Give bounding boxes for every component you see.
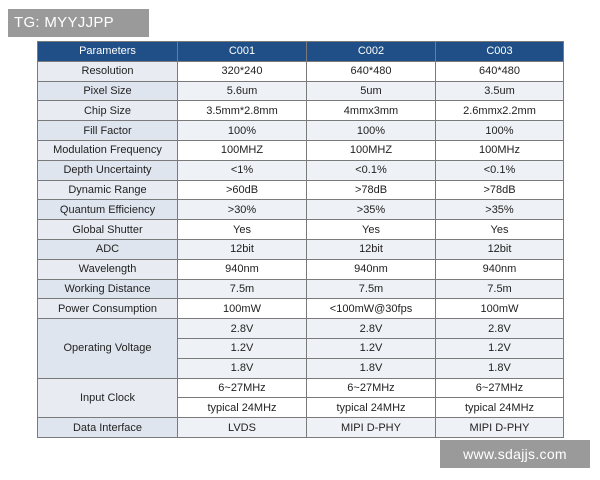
param-name: Operating Voltage bbox=[38, 319, 178, 378]
header-row bbox=[38, 42, 564, 62]
cell-value: 940nm bbox=[307, 259, 436, 279]
cell-value: 100mW bbox=[178, 299, 307, 319]
cell-value: 7.5m bbox=[436, 279, 564, 299]
cell-value: 12bit bbox=[178, 239, 307, 259]
param-name: Working Distance bbox=[38, 279, 178, 299]
param-name: Wavelength bbox=[38, 259, 178, 279]
cell-value: 940nm bbox=[178, 259, 307, 279]
param-name: Global Shutter bbox=[38, 220, 178, 240]
param-name: Input Clock bbox=[38, 378, 178, 418]
cell-value: 1.2V bbox=[178, 338, 307, 358]
cell-value: <0.1% bbox=[307, 160, 436, 180]
cell-value: 2.8V bbox=[436, 319, 564, 339]
cell-value: typical 24MHz bbox=[178, 398, 307, 418]
watermark-label: www.sdajjs.com bbox=[440, 440, 590, 468]
cell-value: MIPI D-PHY bbox=[436, 418, 564, 438]
cell-value: 640*480 bbox=[436, 61, 564, 81]
cell-value: >35% bbox=[307, 200, 436, 220]
tag-label: TG: MYYJJPP bbox=[8, 9, 149, 37]
cell-value: 1.8V bbox=[307, 358, 436, 378]
cell-value: 2.8V bbox=[178, 319, 307, 339]
param-name: Chip Size bbox=[38, 101, 178, 121]
cell-value: 6~27MHz bbox=[436, 378, 564, 398]
param-name: Data Interface bbox=[38, 418, 178, 438]
table-row bbox=[38, 81, 564, 101]
cell-value: MIPI D-PHY bbox=[307, 418, 436, 438]
table-row bbox=[38, 319, 564, 339]
cell-value: 6~27MHz bbox=[178, 378, 307, 398]
cell-value: 940nm bbox=[436, 259, 564, 279]
cell-value: 7.5m bbox=[307, 279, 436, 299]
cell-value: 1.2V bbox=[436, 338, 564, 358]
spec-table bbox=[37, 41, 564, 438]
table-row bbox=[38, 279, 564, 299]
table-row bbox=[38, 160, 564, 180]
cell-value: Yes bbox=[307, 220, 436, 240]
cell-value: 640*480 bbox=[307, 61, 436, 81]
cell-value: 3.5um bbox=[436, 81, 564, 101]
param-name: Depth Uncertainty bbox=[38, 160, 178, 180]
table-row bbox=[38, 101, 564, 121]
table-row bbox=[38, 378, 564, 398]
cell-value: LVDS bbox=[178, 418, 307, 438]
table-row bbox=[38, 200, 564, 220]
cell-value: 3.5mm*2.8mm bbox=[178, 101, 307, 121]
param-name: Dynamic Range bbox=[38, 180, 178, 200]
header-c003: C003 bbox=[436, 42, 564, 62]
param-name: Resolution bbox=[38, 61, 178, 81]
cell-value: <100mW@30fps bbox=[307, 299, 436, 319]
cell-value: typical 24MHz bbox=[436, 398, 564, 418]
cell-value: 7.5m bbox=[178, 279, 307, 299]
cell-value: >78dB bbox=[307, 180, 436, 200]
cell-value: >30% bbox=[178, 200, 307, 220]
cell-value: 100MHz bbox=[436, 140, 564, 160]
header-parameters: Parameters bbox=[38, 42, 178, 62]
table-row bbox=[38, 180, 564, 200]
cell-value: 100MHZ bbox=[178, 140, 307, 160]
cell-value: 100% bbox=[178, 121, 307, 141]
table-row bbox=[38, 220, 564, 240]
header-c002: C002 bbox=[307, 42, 436, 62]
cell-value: 1.2V bbox=[307, 338, 436, 358]
cell-value: 5.6um bbox=[178, 81, 307, 101]
table-row bbox=[38, 299, 564, 319]
cell-value: 2.8V bbox=[307, 319, 436, 339]
cell-value: >78dB bbox=[436, 180, 564, 200]
table-row bbox=[38, 61, 564, 81]
table-row bbox=[38, 121, 564, 141]
cell-value: 100mW bbox=[436, 299, 564, 319]
param-name: Pixel Size bbox=[38, 81, 178, 101]
cell-value: <1% bbox=[178, 160, 307, 180]
cell-value: 6~27MHz bbox=[307, 378, 436, 398]
cell-value: Yes bbox=[436, 220, 564, 240]
cell-value: 1.8V bbox=[178, 358, 307, 378]
cell-value: >35% bbox=[436, 200, 564, 220]
cell-value: >60dB bbox=[178, 180, 307, 200]
cell-value: 12bit bbox=[436, 239, 564, 259]
table-row bbox=[38, 239, 564, 259]
param-name: Modulation Frequency bbox=[38, 140, 178, 160]
cell-value: 12bit bbox=[307, 239, 436, 259]
cell-value: 320*240 bbox=[178, 61, 307, 81]
param-name: Quantum Efficiency bbox=[38, 200, 178, 220]
table-row bbox=[38, 140, 564, 160]
table-row bbox=[38, 259, 564, 279]
cell-value: 2.6mmx2.2mm bbox=[436, 101, 564, 121]
header-c001: C001 bbox=[178, 42, 307, 62]
cell-value: 100% bbox=[307, 121, 436, 141]
cell-value: 100% bbox=[436, 121, 564, 141]
cell-value: typical 24MHz bbox=[307, 398, 436, 418]
cell-value: 1.8V bbox=[436, 358, 564, 378]
cell-value: 4mmx3mm bbox=[307, 101, 436, 121]
cell-value: <0.1% bbox=[436, 160, 564, 180]
cell-value: 5um bbox=[307, 81, 436, 101]
table-row bbox=[38, 418, 564, 438]
param-name: Power Consumption bbox=[38, 299, 178, 319]
param-name: Fill Factor bbox=[38, 121, 178, 141]
param-name: ADC bbox=[38, 239, 178, 259]
cell-value: 100MHZ bbox=[307, 140, 436, 160]
cell-value: Yes bbox=[178, 220, 307, 240]
